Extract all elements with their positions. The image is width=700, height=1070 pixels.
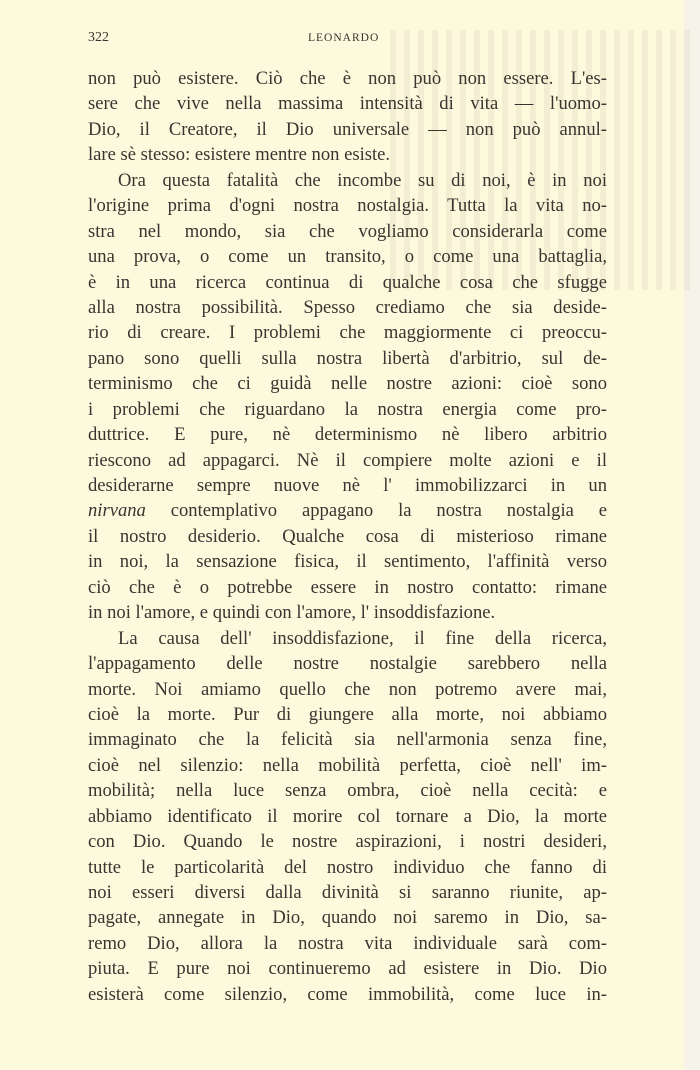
line-text: abbiamo identificato il morire col tornare a Dio, la morte [88,805,607,827]
line-text: riescono ad appagarci. Nè il compiere molte azioni e il [88,449,607,471]
line-text: lare sè stesso: esistere mentre non esiste. [88,144,391,166]
text-line [88,66,607,91]
line-text: rio di creare. I problemi che maggiormente ci preoccu- [88,322,607,344]
line-text: l'appagamento delle nostre nostalgie sarebbero nella [88,653,607,675]
text-line [88,600,607,625]
text-line [88,193,607,218]
text-line [88,117,607,142]
text-line [88,727,607,752]
text-line [88,982,607,1007]
text-line [88,804,607,829]
text-line [88,905,607,930]
text-line [88,651,607,676]
text-line [88,855,607,880]
text-line [88,371,607,396]
line-text: una prova, o come un transito, o come una battaglia, [88,246,607,268]
line-text: terminismo che ci guidà nelle nostre azioni: cioè sono [88,373,607,395]
text-line [88,91,607,116]
line-text: morte. Noi amiamo quello che non potremo avere mai, [88,678,607,700]
text-line [88,346,607,371]
text-line [88,778,607,803]
line-text: esisterà come silenzio, come immobilità, come luce in- [88,983,607,1005]
text-line [88,219,607,244]
text-line [88,753,607,778]
line-text: in noi, la sensazione fisica, il sentimento, l'affinità verso [88,551,607,573]
line-text: cioè la morte. Pur di giungere alla morte, noi abbiamo [88,703,607,725]
line-text: l'origine prima d'ogni nostra nostalgia. Tutta la vita no- [88,195,607,217]
text-line [88,498,607,523]
running-title: LEONARDO [308,32,380,44]
text-line [88,524,607,549]
text-line [88,677,607,702]
line-text: pagate, annegate in Dio, quando noi saremo in Dio, sa- [88,907,607,929]
line-text: piuta. E pure noi continueremo ad esistere in Dio. Dio [88,958,607,980]
text-line [88,829,607,854]
text-line [88,397,607,422]
line-text: non può esistere. Ciò che è non può non essere. L'es- [88,68,607,89]
line-text: stra nel mondo, sia che vogliamo considerarla come [88,220,607,242]
line-text: Ora questa fatalità che incombe su di noi, è in noi [118,169,607,191]
text-line [88,270,607,295]
line-text: tutte le particolarità del nostro individuo che fanno di [88,856,607,878]
line-text: con Dio. Quando le nostre aspirazioni, i nostri desideri, [88,831,607,853]
text-line [88,880,607,905]
text-line [88,931,607,956]
page-number: 322 [88,30,109,45]
line-text: remo Dio, allora la nostra vita individuale sarà com- [88,932,607,954]
text-line [88,168,607,193]
italic-word: nirvana [88,500,146,522]
line-text: ciò che è o potrebbe essere in nostro contatto: rimane [88,576,607,598]
line-text: alla nostra possibilità. Spesso crediamo che sia deside- [88,296,607,318]
body-text [88,66,607,1007]
text-line [88,702,607,727]
line-text: noi esseri diversi dalla divinità si saranno riunite, ap- [88,882,607,903]
line-text: i problemi che riguardano la nostra energia come pro- [88,398,607,420]
text-line [88,448,607,473]
line-text: sere che vive nella massima intensità di vita — l'uomo- [88,93,607,115]
text-line [88,422,607,447]
line-text: pano sono quelli sulla nostra libertà d'arbitrio, sul de- [88,347,607,369]
line-text: duttrice. E pure, nè determinismo nè libero arbitrio [88,424,607,446]
line-text: mobilità; nella luce senza ombra, cioè nella cecità: e [88,780,607,802]
line-text: contemplativo appagano la nostra nostalgia e [170,500,607,522]
text-line [88,142,607,167]
line-text: in noi l'amore, e quindi con l'amore, l' insoddisfazione. [88,602,496,624]
text-line [88,295,607,320]
text-line [88,244,607,269]
text-line [88,956,607,981]
text-line [88,473,607,498]
line-text: immaginato che la felicità sia nell'armonia senza fine, [88,729,607,751]
line-text: cioè nel silenzio: nella mobilità perfetta, cioè nell' im- [88,754,607,776]
line-text: è in una ricerca continua di qualche cosa che sfugge [88,271,607,293]
line-text: La causa dell' insoddisfazione, il fine della ricerca, [118,627,607,649]
text-line [88,626,607,651]
text-line [88,320,607,345]
text-line [88,575,607,600]
line-text: desiderarne sempre nuove nè l' immobilizzarci in un [88,475,607,496]
line-text: il nostro desiderio. Qualche cosa di misterioso rimane [88,525,607,547]
text-line [88,549,607,574]
line-text: Dio, il Creatore, il Dio universale — non può annul- [88,118,607,140]
